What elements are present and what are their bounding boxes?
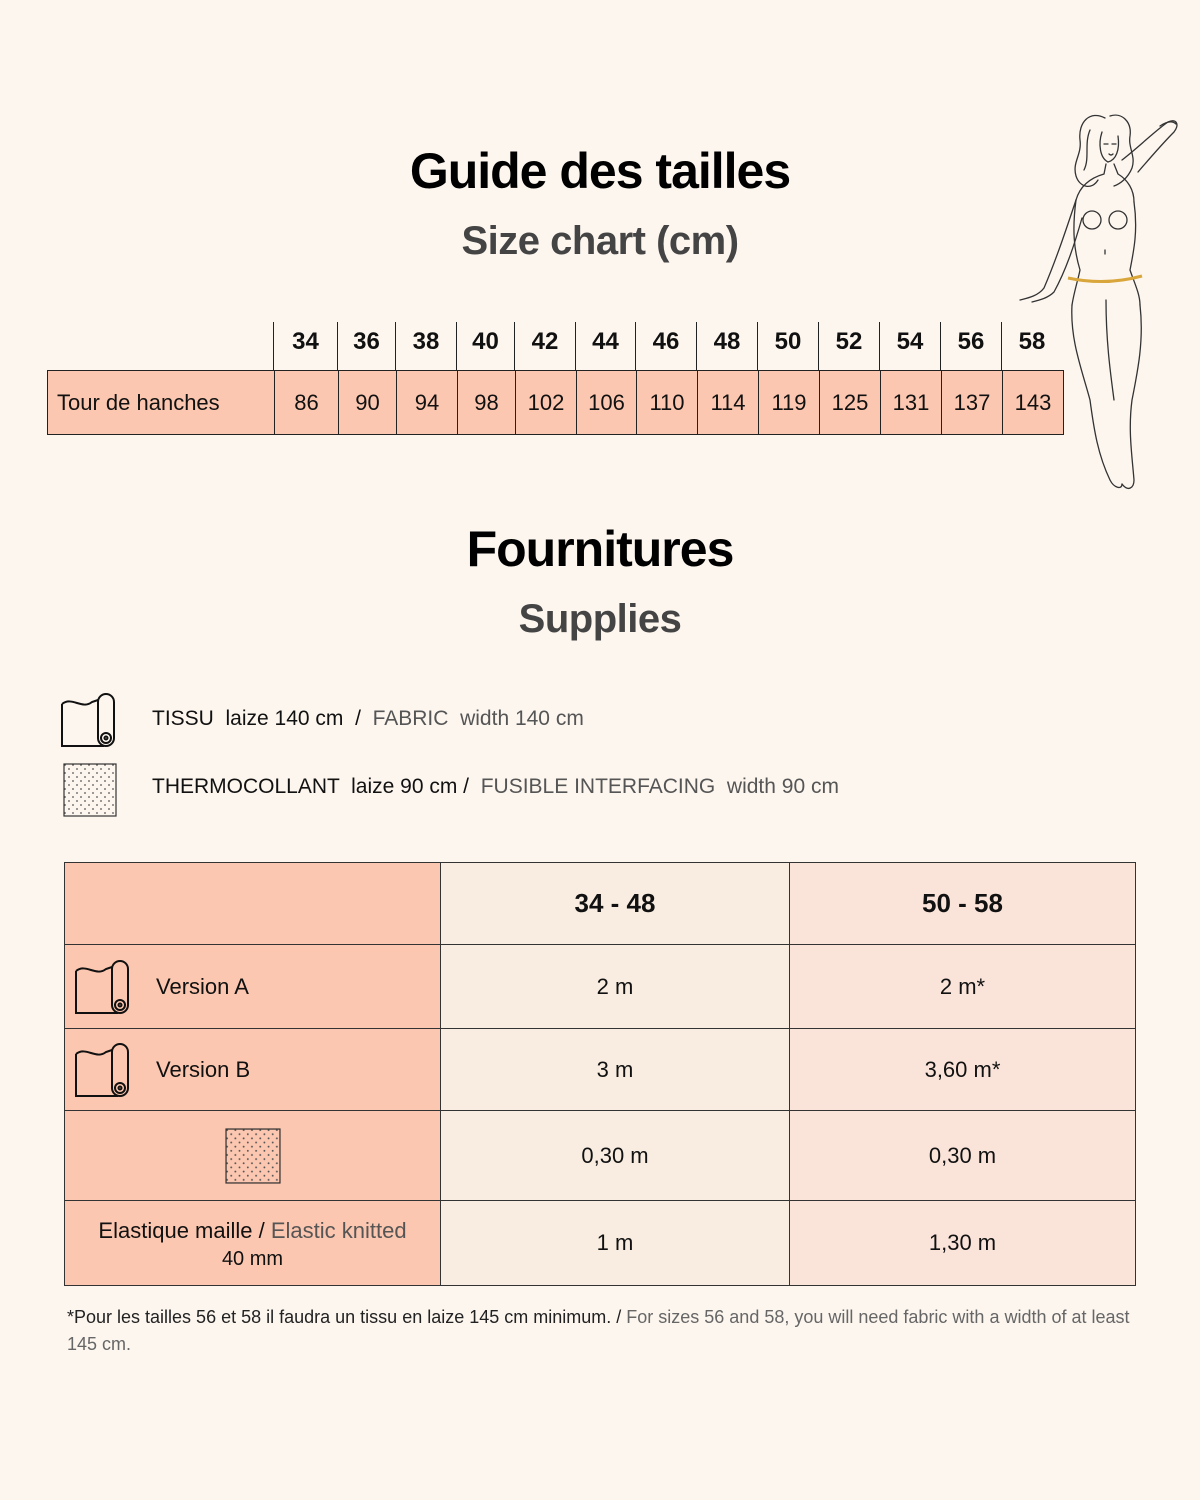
legend-fabric	[152, 707, 584, 731]
size-header-row	[273, 322, 1062, 370]
interfacing-icon	[63, 763, 117, 817]
table-corner-cell	[65, 863, 441, 945]
hips-row	[47, 370, 1064, 435]
table-row	[65, 1029, 1136, 1111]
table-row	[65, 1201, 1136, 1286]
woman-figure-illustration	[1010, 100, 1195, 495]
row-label: Version A	[156, 973, 249, 999]
hips-cell: 94	[396, 371, 457, 434]
legend-interfacing-en: FUSIBLE INTERFACING width 90 cm	[480, 775, 839, 798]
size-header-cell: 48	[696, 322, 757, 370]
fabric-roll-icon	[58, 690, 120, 750]
supplies-table	[64, 862, 1136, 1286]
hips-cell: 110	[636, 371, 697, 434]
column-header: 50 - 58	[790, 863, 1136, 945]
hips-cell: 102	[515, 371, 576, 434]
interfacing-icon	[225, 1128, 281, 1184]
table-cell: 3,60 m*	[790, 1029, 1136, 1111]
size-header-cell: 58	[1001, 322, 1062, 370]
size-header-cell: 46	[635, 322, 696, 370]
hips-row-label: Tour de hanches	[57, 389, 220, 415]
table-cell: 2 m*	[790, 945, 1136, 1029]
table-cell: 0,30 m	[790, 1111, 1136, 1201]
supplies-title: Fournitures	[466, 521, 734, 577]
table-row	[65, 1111, 1136, 1201]
row-label: Version B	[156, 1056, 251, 1082]
table-cell: 1,30 m	[790, 1201, 1136, 1286]
size-header-cell: 54	[879, 322, 940, 370]
fabric-roll-icon	[72, 957, 134, 1017]
legend-fabric-fr: TISSU laize 140 cm /	[152, 707, 373, 730]
row-label-cell	[65, 1029, 441, 1111]
hips-cell: 106	[576, 371, 636, 434]
table-row	[65, 863, 1136, 945]
hips-cell: 131	[880, 371, 941, 434]
page-subtitle: Size chart (cm)	[461, 219, 739, 263]
column-header: 34 - 48	[441, 863, 790, 945]
supplies-subtitle: Supplies	[518, 597, 682, 641]
size-header-cell: 34	[273, 322, 337, 370]
size-header-cell: 42	[514, 322, 575, 370]
hips-cell: 98	[457, 371, 515, 434]
row-label-en: Elastic knitted	[270, 1217, 407, 1243]
table-row	[65, 945, 1136, 1029]
hips-cell: 125	[819, 371, 880, 434]
hips-cell: 90	[338, 371, 396, 434]
fabric-roll-icon	[72, 1040, 134, 1100]
size-header-cell: 44	[575, 322, 635, 370]
hips-cell: 86	[274, 371, 338, 434]
row-label-cell	[65, 1201, 441, 1286]
table-cell: 0,30 m	[441, 1111, 790, 1201]
row-label-cell	[65, 945, 441, 1029]
table-cell: 2 m	[441, 945, 790, 1029]
size-header-cell: 52	[818, 322, 879, 370]
table-cell: 1 m	[441, 1201, 790, 1286]
legend-interfacing	[152, 775, 839, 799]
size-header-cell: 40	[456, 322, 514, 370]
row-label-sub: 40 mm	[221, 1247, 284, 1270]
legend-interfacing-fr: THERMOCOLLANT laize 90 cm /	[152, 775, 481, 798]
footnote	[67, 1304, 1147, 1358]
table-cell: 3 m	[441, 1029, 790, 1111]
hips-cell: 143	[1002, 371, 1063, 434]
hips-cell: 119	[758, 371, 819, 434]
hips-cell: 114	[697, 371, 758, 434]
size-header-cell: 50	[757, 322, 818, 370]
row-label-cell	[65, 1111, 441, 1201]
size-header-cell: 36	[337, 322, 395, 370]
footnote-en: For sizes 56 and 58, you will need fabric with a width of at least 145 cm.	[67, 1307, 1130, 1354]
legend-fabric-en: FABRIC width 140 cm	[372, 707, 584, 730]
page-title: Guide des tailles	[409, 143, 791, 199]
footnote-fr: *Pour les tailles 56 et 58 il faudra un tissu en laize 145 cm minimum. /	[67, 1307, 627, 1327]
size-header-cell: 38	[395, 322, 456, 370]
hips-cell: 137	[941, 371, 1002, 434]
size-header-cell: 56	[940, 322, 1001, 370]
row-label-fr: Elastique maille /	[98, 1217, 271, 1243]
